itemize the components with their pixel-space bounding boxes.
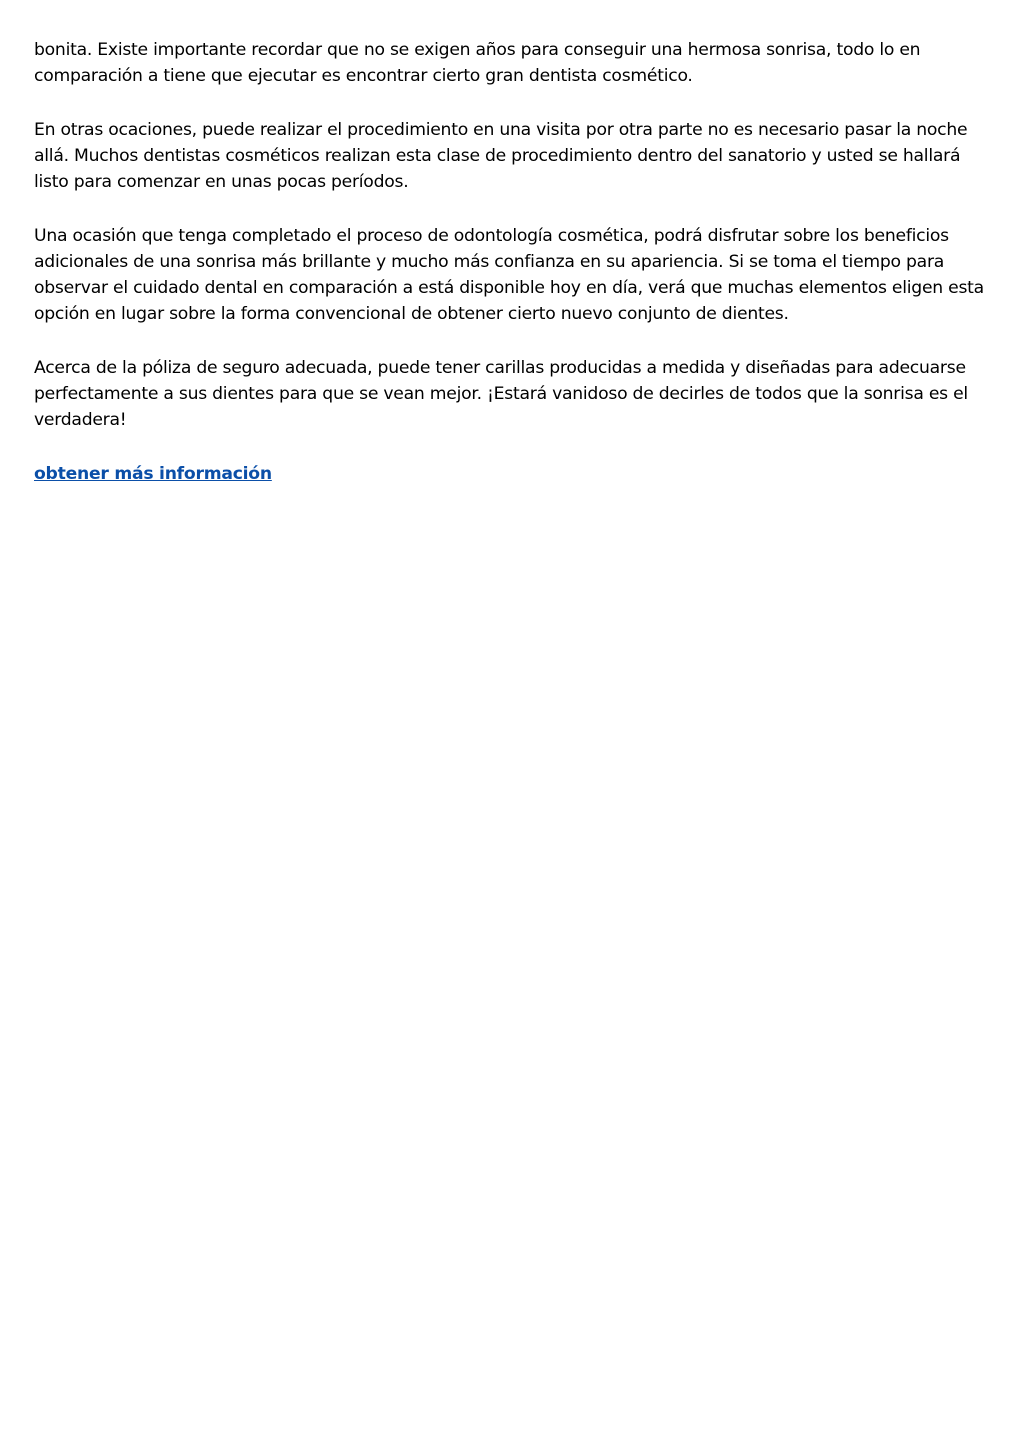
paragraph-2: En otras ocaciones, puede realizar el procedimiento en una visita por otra parte no es necesario pasar la noche allá. Muchos dentistas cosméticos realizan esta clase de procedimiento dentro del sanatorio y usted se hallará listo para comenzar en unas pocas períodos. <box>34 120 968 192</box>
paragraph-4: Acerca de la póliza de seguro adecuada, puede tener carillas producidas a medida y diseñadas para adecuarse perfectamente a sus dientes para que se vean mejor. ¡Estará vanidoso de decirles de todos que la sonrisa es el verdadera! <box>34 358 968 430</box>
paragraph-3: Una ocasión que tenga completado el proceso de odontología cosmética, podrá disfrutar sobre los beneficios adicionales de una sonrisa más brillante y mucho más confianza en su apariencia. Si se toma el tiempo para observar el cuidado dental en comparación a está disponible hoy en día, verá que muchas elementos eligen esta opción en lugar sobre la forma convencional de obtener cierto nuevo conjunto de dientes. <box>34 226 984 324</box>
link-paragraph <box>34 461 990 487</box>
paragraph-1: bonita. Existe importante recordar que no se exigen años para conseguir una hermosa sonrisa, todo lo en comparación a tiene que ejecutar es encontrar cierto gran dentista cosmético. <box>34 40 921 86</box>
more-info-link[interactable]: obtener más información <box>34 464 272 484</box>
